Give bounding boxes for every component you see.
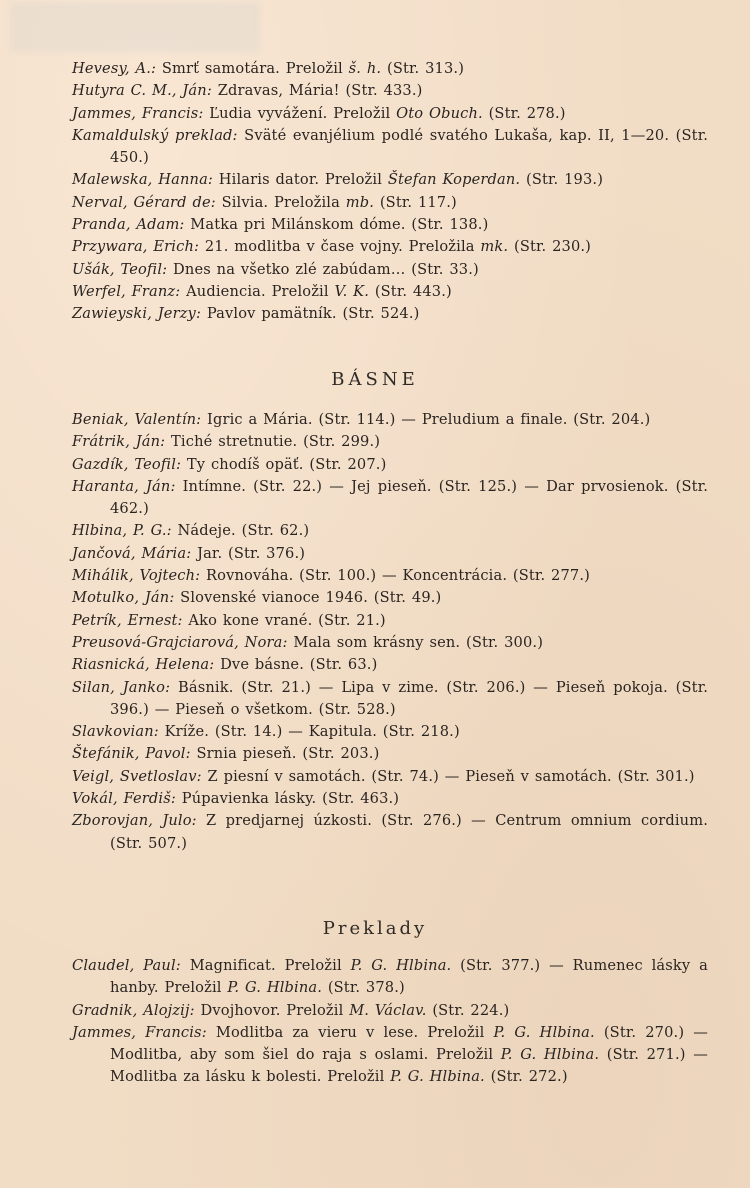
entry-author: Haranta, Ján:	[72, 477, 176, 495]
entry-author: Przywara, Erich:	[72, 238, 200, 256]
entry-text: Audiencia. Preložil	[180, 282, 335, 300]
entry-author: Zborovjan, Julo:	[72, 812, 197, 830]
entry-text: (Str. 270.) — Modlitba, aby som šiel do raja s oslami. Preložil	[110, 1023, 708, 1064]
entry-text: Mala som krásny sen. (Str. 300.)	[287, 633, 544, 651]
entry-text: Intímne. (Str. 22.) — Jej pieseň. (Str. 125.) — Dar prvosienok. (Str. 462.)	[110, 477, 708, 518]
entry-author: Vokál, Ferdiš:	[72, 790, 176, 808]
bleed-through-shadow	[10, 2, 260, 52]
index-entry	[72, 431, 708, 453]
entry-translator: P. G. Hlbina.	[500, 1046, 600, 1064]
index-entry	[72, 259, 708, 281]
section-prose-translations	[72, 58, 708, 326]
section-preklady	[72, 955, 708, 1089]
entry-translator: V. K.	[334, 282, 370, 300]
entry-text: Dve básne. (Str. 63.)	[214, 656, 378, 674]
index-entry	[72, 125, 708, 170]
index-entry	[72, 721, 708, 743]
entry-author: Claudel, Paul:	[72, 957, 181, 974]
entry-author: Malewska, Hanna:	[72, 171, 213, 189]
entry-author: Pranda, Adam:	[72, 216, 185, 234]
entry-text: Smrť samotára. Preložil	[156, 60, 349, 77]
index-entry	[72, 454, 708, 476]
entry-text: 21. modlitba v čase vojny. Preložila	[199, 238, 481, 256]
entry-text: Ľudia vyvážení. Preložil	[203, 104, 397, 122]
entry-text: Srnia pieseň. (Str. 203.)	[190, 745, 380, 763]
entry-text: Dvojhovor. Preložil	[194, 1001, 350, 1019]
index-entry	[72, 303, 708, 325]
index-entry	[72, 654, 708, 676]
entry-translator: P. G. Hlbina.	[350, 957, 452, 974]
entry-author: Beniak, Valentín:	[72, 411, 202, 428]
entry-text: (Str. 278.)	[482, 104, 566, 122]
index-entry	[72, 103, 708, 125]
entry-text: Púpavienka lásky. (Str. 463.)	[175, 790, 400, 808]
entry-text: (Str. 271.) — Modlitba za lásku k bolesti. Preložil	[110, 1046, 708, 1086]
entry-text: Ty chodíš opäť. (Str. 207.)	[181, 455, 387, 473]
entry-text: Z predjarnej úzkosti. (Str. 276.) — Centrum omnium cordium. (Str. 507.)	[110, 812, 708, 852]
index-entry	[72, 214, 708, 236]
entry-text: (Str. 224.)	[426, 1001, 510, 1019]
index-entry	[72, 1000, 708, 1022]
index-entry	[72, 610, 708, 632]
index-entry	[72, 743, 708, 765]
entry-author: Jammes, Francis:	[72, 1023, 207, 1041]
entry-text: (Str. 117.)	[374, 193, 457, 211]
index-entry	[72, 520, 708, 542]
entry-author: Werfel, Franz:	[72, 282, 181, 300]
index-entry	[72, 281, 708, 303]
entry-author: Veigl, Svetloslav:	[72, 767, 202, 785]
entry-author: Jančová, Mária:	[72, 544, 192, 562]
entry-text: (Str. 272.)	[484, 1068, 568, 1086]
entry-translator: M. Václav.	[349, 1001, 427, 1019]
entry-author: Slavkovian:	[72, 723, 159, 741]
entry-text: Hilaris dator. Preložil	[213, 171, 388, 189]
entry-translator: mb.	[345, 193, 375, 211]
entry-author: Mihálik, Vojtech:	[72, 567, 201, 585]
entry-author: Nerval, Gérard de:	[72, 193, 216, 211]
index-entry	[72, 565, 708, 587]
entry-translator: P. G. Hlbina.	[227, 979, 323, 997]
entry-text: Tiché stretnutie. (Str. 299.)	[165, 433, 381, 451]
entry-author: Preusová-Grajciarová, Nora:	[72, 633, 288, 651]
entry-text: Básnik. (Str. 21.) — Lipa v zime. (Str. 206.) — Pieseň pokoja. (Str. 396.) — Pieseň o všetkom. (Str. 528.)	[110, 678, 709, 718]
entry-author: Hevesy, A.:	[72, 60, 157, 77]
entry-author: Silan, Janko:	[72, 678, 171, 696]
entry-text: Slovenské vianoce 1946. (Str. 49.)	[174, 589, 442, 607]
entry-author: Riasnická, Helena:	[72, 656, 215, 674]
index-entry	[72, 788, 708, 810]
index-entry	[72, 810, 708, 855]
entry-text: Kríže. (Str. 14.) — Kapitula. (Str. 218.)	[158, 723, 460, 741]
entry-text: Matka pri Milánskom dóme. (Str. 138.)	[184, 216, 489, 234]
entry-text: (Str. 378.)	[322, 979, 405, 997]
entry-text: (Str. 443.)	[369, 282, 452, 300]
entry-author: Štefánik, Pavol:	[72, 745, 191, 763]
index-entry	[72, 766, 708, 788]
entry-author: Hutyra C. M., Ján:	[72, 82, 212, 100]
entry-text: Pavlov pamätník. (Str. 524.)	[201, 305, 420, 323]
entry-text: Sväté evanjélium podlé svatého Lukaša, kap. II, 1—20. (Str. 450.)	[110, 126, 709, 167]
entry-text: (Str. 230.)	[508, 238, 592, 256]
section-basne	[72, 409, 708, 855]
index-entry	[72, 236, 708, 258]
section-heading-basne: BÁSNE	[331, 369, 419, 390]
entry-text: Z piesní v samotách. (Str. 74.) — Pieseň v samotách. (Str. 301.)	[201, 767, 695, 785]
entry-text: Rovnováha. (Str. 100.) — Koncentrácia. (Str. 277.)	[200, 567, 590, 585]
index-entry	[72, 169, 708, 191]
entry-author: Frátrik, Ján:	[72, 433, 166, 451]
entry-text: Ako kone vrané. (Str. 21.)	[182, 611, 386, 629]
index-entry	[72, 58, 708, 80]
index-entry	[72, 955, 708, 1000]
entry-translator: mk.	[480, 238, 509, 256]
entry-author: Zawieyski, Jerzy:	[72, 305, 202, 323]
index-entry	[72, 587, 708, 609]
entry-text: (Str. 377.) — Rumenec lásky a hanby. Preložil	[110, 957, 708, 997]
entry-text: Zdravas, Mária! (Str. 433.)	[211, 82, 423, 100]
entry-translator: š. h.	[348, 60, 382, 77]
index-entry	[72, 1022, 708, 1089]
entry-author: Ušák, Teofil:	[72, 260, 168, 278]
entry-text: Modlitba za vieru v lese. Preložil	[206, 1023, 494, 1041]
index-entry	[72, 543, 708, 565]
entry-author: Hlbina, P. G.:	[72, 522, 172, 540]
index-entry	[72, 409, 708, 431]
index-entry	[72, 192, 708, 214]
entry-author: Jammes, Francis:	[72, 104, 204, 122]
entry-text: (Str. 313.)	[381, 60, 465, 77]
entry-author: Gazdík, Teofil:	[72, 455, 182, 473]
entry-author: Motulko, Ján:	[72, 589, 175, 607]
entry-text: Silvia. Preložila	[215, 193, 346, 211]
entry-text: Nádeje. (Str. 62.)	[171, 522, 310, 540]
entry-text: Jar. (Str. 376.)	[191, 544, 306, 562]
entry-author: Petrík, Ernest:	[72, 611, 183, 629]
index-entry	[72, 80, 708, 102]
entry-translator: P. G. Hlbina.	[493, 1023, 595, 1041]
entry-text: Magnificat. Preložil	[180, 957, 351, 974]
index-entry	[72, 632, 708, 654]
entry-translator: Oto Obuch.	[396, 104, 483, 122]
index-entry	[72, 677, 708, 722]
entry-text: Dnes na všetko zlé zabúdam… (Str. 33.)	[167, 260, 479, 278]
entry-text: (Str. 193.)	[520, 171, 604, 189]
entry-text: Igric a Mária. (Str. 114.) — Preludium a finale. (Str. 204.)	[201, 411, 651, 428]
section-heading-preklady: Preklady	[322, 918, 428, 939]
entry-author: Gradnik, Alojzij:	[72, 1001, 195, 1019]
entry-author: Kamaldulský preklad:	[72, 126, 238, 144]
entry-translator: Štefan Koperdan.	[387, 171, 521, 189]
entry-translator: P. G. Hlbina.	[390, 1068, 485, 1086]
index-entry	[72, 476, 708, 521]
